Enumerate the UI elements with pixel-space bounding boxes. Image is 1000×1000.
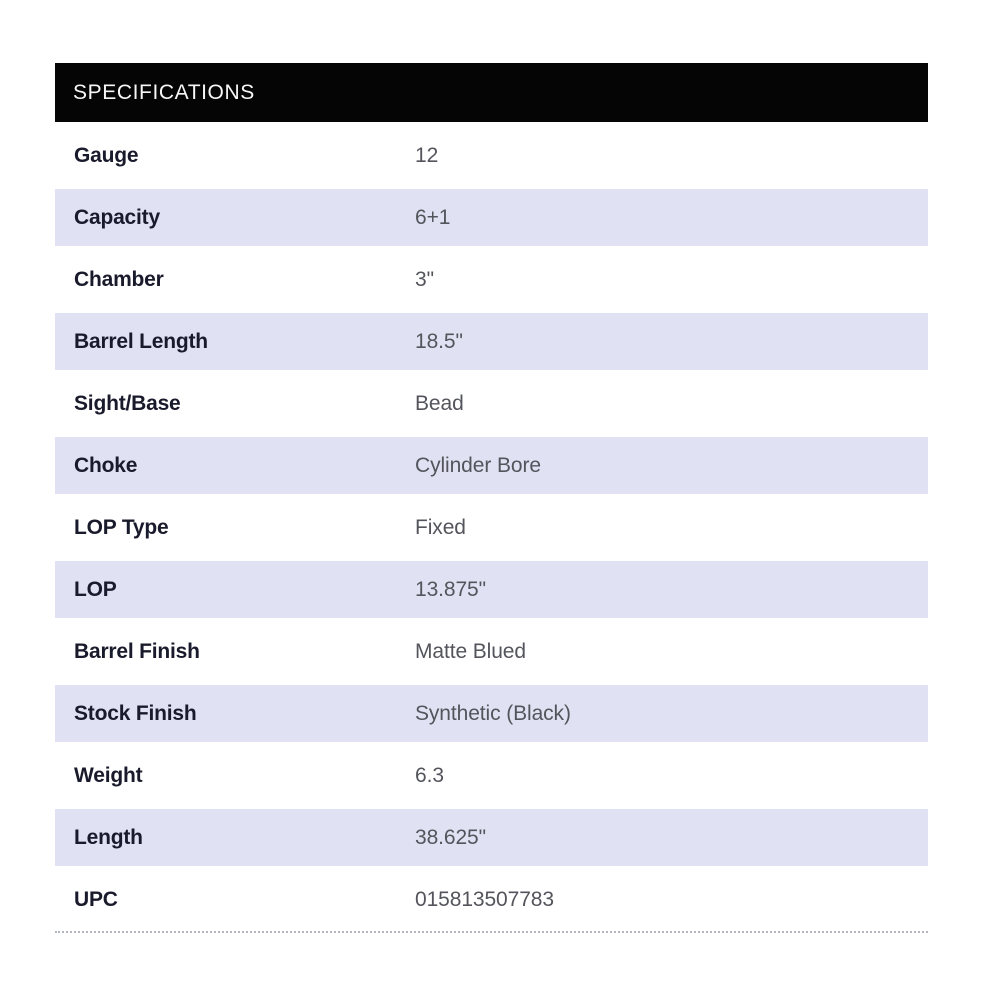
spec-label: Barrel Finish bbox=[74, 639, 200, 663]
table-row-barrel-finish bbox=[55, 623, 928, 680]
spec-value: 18.5" bbox=[415, 329, 463, 353]
specifications-table-header bbox=[55, 63, 928, 122]
spec-value: Synthetic (Black) bbox=[415, 701, 571, 725]
spec-label: Length bbox=[74, 825, 143, 849]
table-row-sight-base bbox=[55, 375, 928, 432]
spec-value: 6.3 bbox=[415, 763, 444, 787]
table-row-barrel-length bbox=[55, 313, 928, 370]
spec-label: Capacity bbox=[74, 205, 160, 229]
spec-value: 13.875" bbox=[415, 577, 486, 601]
spec-label: Sight/Base bbox=[74, 391, 181, 415]
table-row-lop bbox=[55, 561, 928, 618]
specifications-table bbox=[55, 63, 928, 933]
table-row-weight bbox=[55, 747, 928, 804]
spec-label: Weight bbox=[74, 763, 143, 787]
table-row-length bbox=[55, 809, 928, 866]
spec-label: Stock Finish bbox=[74, 701, 197, 725]
table-row-choke bbox=[55, 437, 928, 494]
spec-value: 6+1 bbox=[415, 205, 451, 229]
table-row-gauge bbox=[55, 127, 928, 184]
specifications-title: SPECIFICATIONS bbox=[73, 80, 255, 104]
table-row-upc bbox=[55, 871, 928, 928]
spec-label: Gauge bbox=[74, 143, 139, 167]
spec-value: 12 bbox=[415, 143, 439, 167]
spec-value: 3" bbox=[415, 267, 434, 291]
spec-value: Bead bbox=[415, 391, 464, 415]
table-bottom-dotted-border bbox=[55, 931, 928, 933]
spec-label: LOP Type bbox=[74, 515, 169, 539]
spec-value: 38.625" bbox=[415, 825, 486, 849]
spec-label: LOP bbox=[74, 577, 117, 601]
table-row-capacity bbox=[55, 189, 928, 246]
spec-label: Choke bbox=[74, 453, 138, 477]
spec-value: Matte Blued bbox=[415, 639, 526, 663]
spec-label: Barrel Length bbox=[74, 329, 208, 353]
spec-label: Chamber bbox=[74, 267, 164, 291]
table-row-stock-finish bbox=[55, 685, 928, 742]
spec-value: 015813507783 bbox=[415, 887, 554, 911]
spec-value: Fixed bbox=[415, 515, 466, 539]
table-row-lop-type bbox=[55, 499, 928, 556]
spec-label: UPC bbox=[74, 887, 118, 911]
table-row-chamber bbox=[55, 251, 928, 308]
spec-value: Cylinder Bore bbox=[415, 453, 541, 477]
